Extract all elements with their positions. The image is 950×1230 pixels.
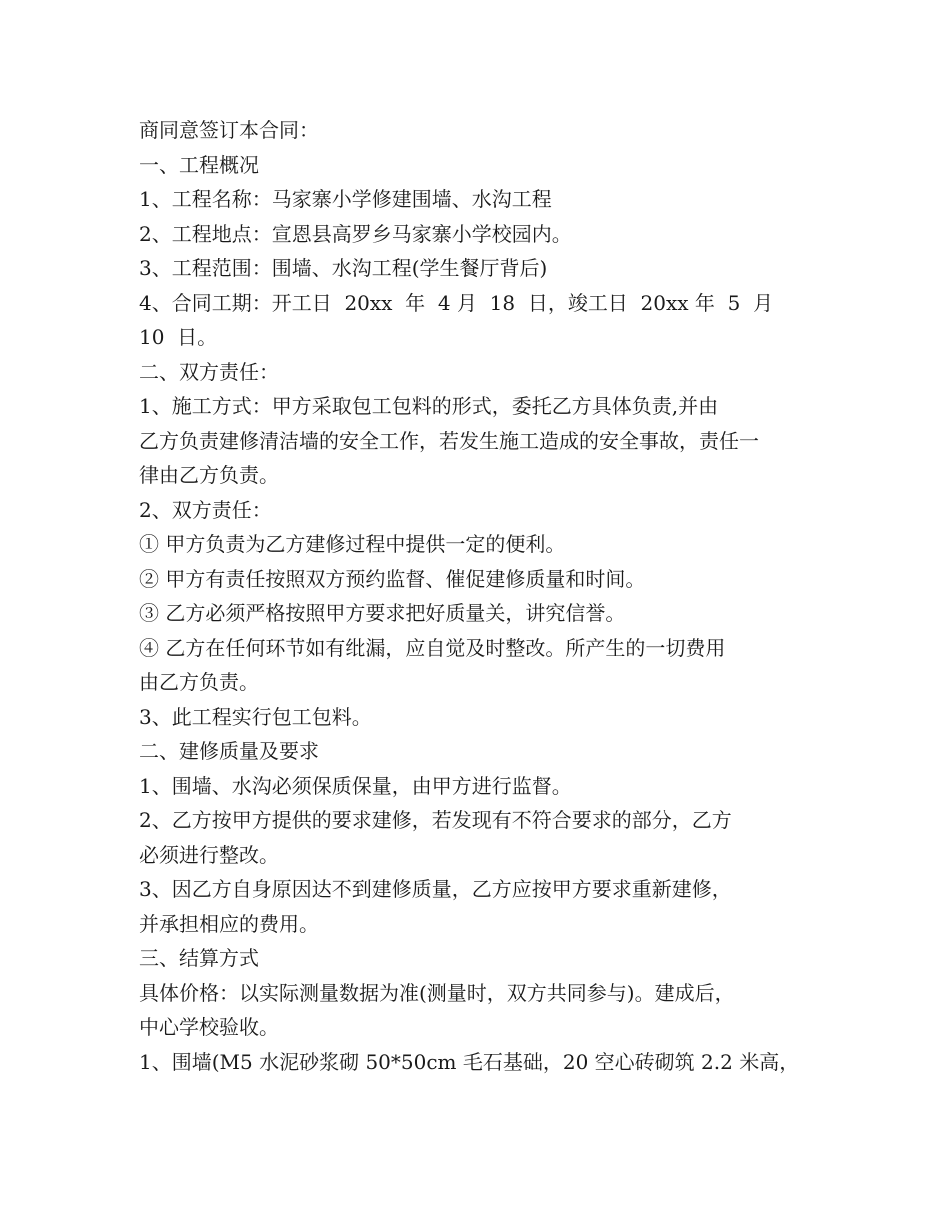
text-line: 2、乙方按甲方提供的要求建修，若发现有不符合要求的部分，乙方 (139, 808, 732, 832)
text-line: 1、施工方式：甲方采取包工包料的形式，委托乙方具体负责,并由 (139, 394, 719, 418)
text-line: 具体价格：以实际测量数据为准(测量时，双方共同参与)。建成后， (139, 980, 735, 1005)
text-line: 10 日。 (139, 325, 218, 349)
text-line: 3、因乙方自身原因达不到建修质量，乙方应按甲方要求重新建修， (139, 877, 732, 901)
section-heading: 二、建修质量及要求 (139, 739, 319, 763)
section-heading: 一、工程概况 (139, 152, 259, 177)
text-line: 3、此工程实行包工包料。 (139, 704, 372, 729)
text-line: 并承担相应的费用。 (139, 911, 319, 936)
text-line: 3、工程范围：围墙、水沟工程(学生餐厅背后) (139, 256, 548, 280)
list-item: ③ 乙方必须严格按照甲方要求把好质量关，讲究信誉。 (139, 601, 626, 625)
text-line: 商同意签订本合同： (139, 118, 319, 142)
list-item: ① 甲方负责为乙方建修过程中提供一定的便利。 (139, 532, 566, 556)
text-line: 2、双方责任： (139, 497, 272, 522)
text-line: 1、围墙(M5 水泥砂浆砌 50*50cm 毛石基础，20 空心砖砌筑 2.2 米高， (139, 1049, 800, 1074)
text-line: 由乙方负责。 (139, 670, 259, 694)
text-line: 1、工程名称：马家寨小学修建围墙、水沟工程 (139, 187, 552, 211)
text-line: 律由乙方负责。 (139, 463, 279, 487)
text-line: 必须进行整改。 (139, 842, 279, 867)
text-line: 4、合同工期：开工日 20xx 年 4 月 18 日，竣工日 20xx 年 5 月 (139, 290, 774, 315)
list-item: ④ 乙方在任何环节如有纰漏，应自觉及时整改。所产生的一切费用 (139, 635, 726, 660)
text-line: 2、工程地点：宣恩县高罗乡马家寨小学校园内。 (139, 221, 572, 246)
text-line: 乙方负责建修清洁墙的安全工作，若发生施工造成的安全事故，责任一 (139, 428, 759, 453)
section-heading: 三、结算方式 (139, 946, 259, 970)
list-item: ② 甲方有责任按照双方预约监督、催促建修质量和时间。 (139, 566, 646, 591)
contract-body (139, 113, 829, 1079)
section-heading: 二、双方责任： (139, 359, 279, 384)
text-line: 1、围墙、水沟必须保质保量，由甲方进行监督。 (139, 773, 572, 798)
text-line: 中心学校验收。 (139, 1015, 279, 1039)
